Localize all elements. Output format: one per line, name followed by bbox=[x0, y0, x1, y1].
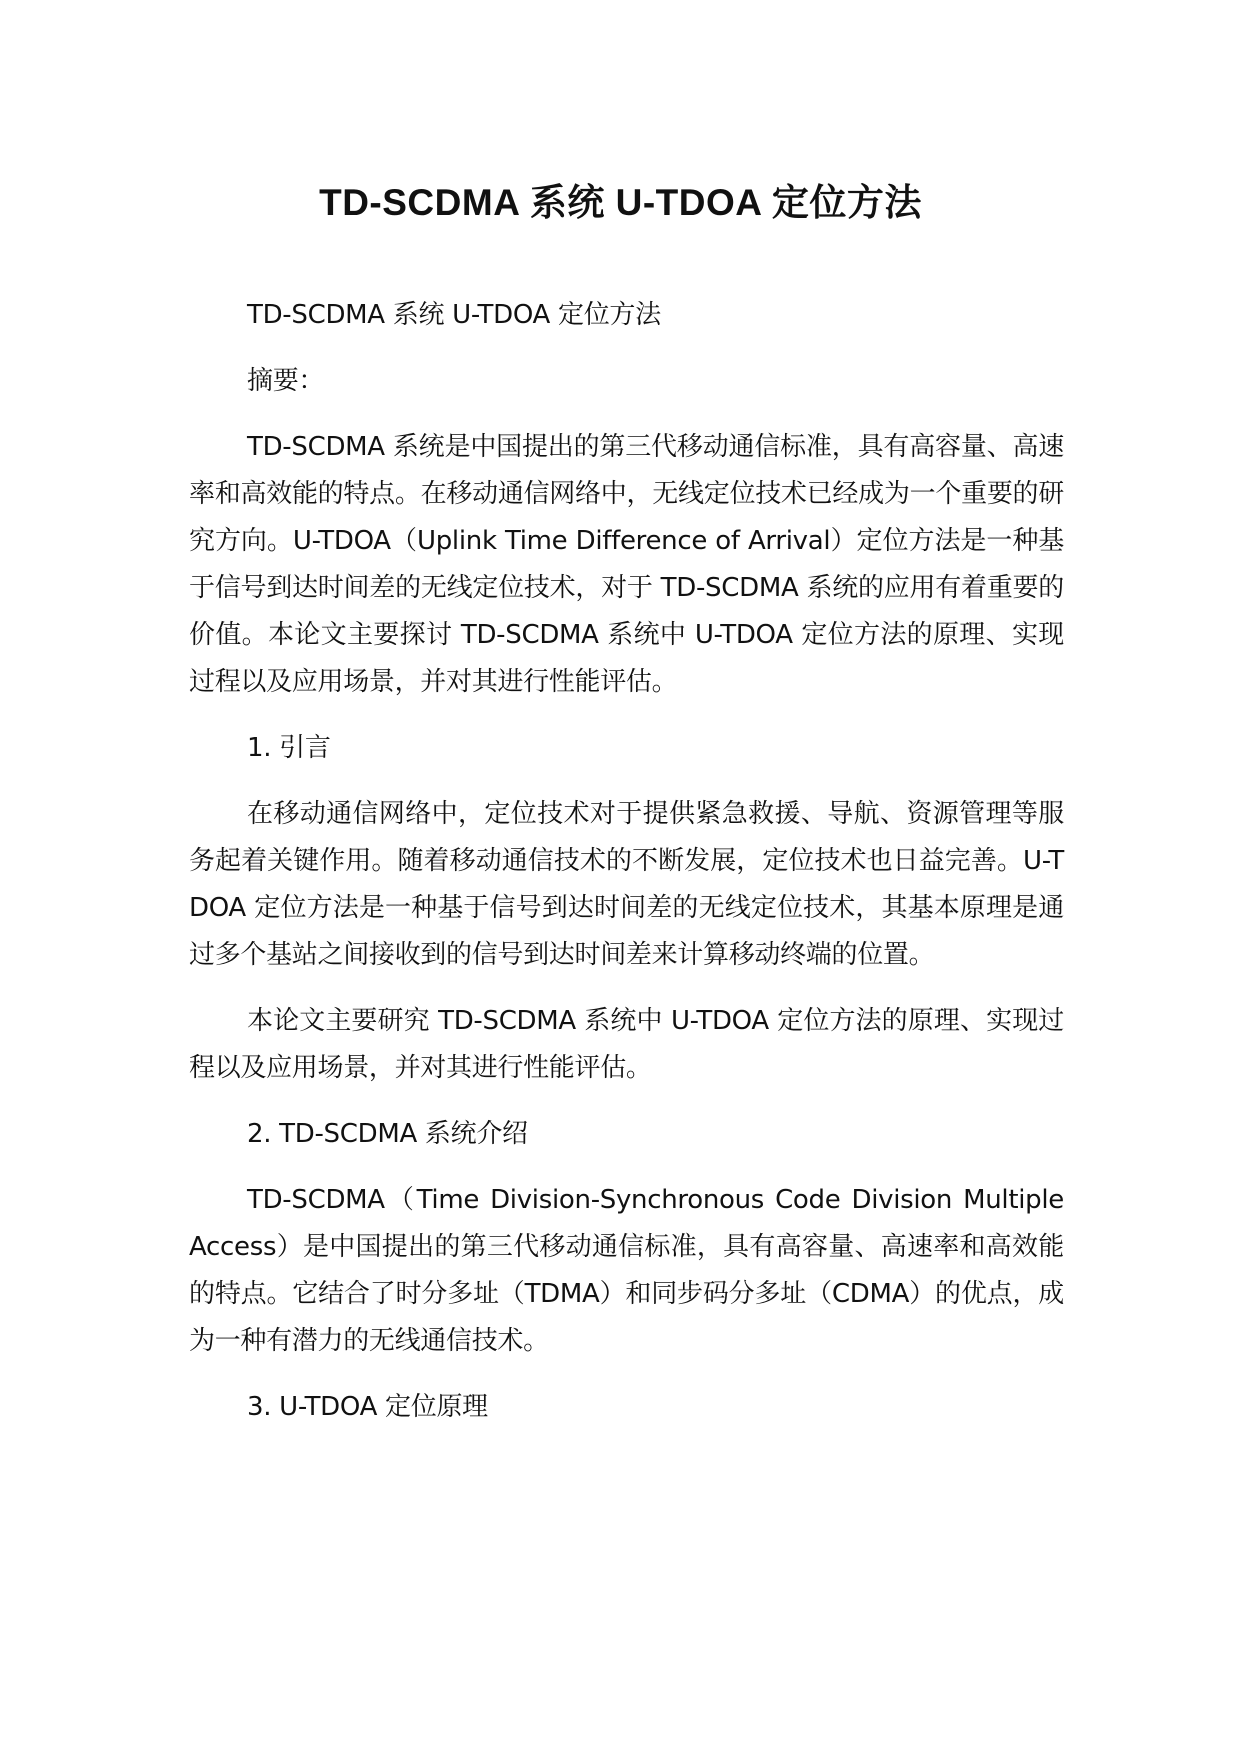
section-heading-principle: 3. U-TDOA 定位原理 bbox=[247, 1392, 488, 1422]
document-title: TD-SCDMA 系统 U-TDOA 定位方法 bbox=[319, 182, 922, 223]
abstract-paragraph: TD-SCDMA 系统是中国提出的第三代移动通信标准，具有高容量、高速率和高效能的特点。在移动通信网络中，无线定位技术已经成为一个重要的研究方向。U-TDOA（Uplink Time Difference of Arrival）定位方法是一种基于信号到达时间差的无线定位技术，对于 TD-SCDMA 系统的应用有着重要的价值。本论文主要探讨 TD-SCDMA 系统中 U-TDOA 定位方法的原理、实现过程以及应用场景，并对其进行性能评估。 bbox=[189, 432, 1064, 697]
introduction-paragraph-2: 本论文主要研究 TD-SCDMA 系统中 U-TDOA 定位方法的原理、实现过程以及应用场景，并对其进行性能评估。 bbox=[189, 1006, 1064, 1083]
subtitle-paragraph: TD-SCDMA 系统 U-TDOA 定位方法 bbox=[247, 300, 661, 330]
section-heading-introduction: 1. 引言 bbox=[247, 733, 331, 763]
abstract-heading: 摘要： bbox=[247, 366, 325, 396]
system-intro-paragraph: TD-SCDMA（Time Division-Synchronous Code Division Multiple Access）是中国提出的第三代移动通信标准，具有高容量、高速率和高效能的特点。它结合了时分多址（TDMA）和同步码分多址（CDMA）的优点，成为一种有潜力的无线通信技术。 bbox=[189, 1185, 1064, 1356]
section-heading-system-intro: 2. TD-SCDMA 系统介绍 bbox=[247, 1119, 528, 1149]
introduction-paragraph-1: 在移动通信网络中，定位技术对于提供紧急救援、导航、资源管理等服务起着关键作用。随着移动通信技术的不断发展，定位技术也日益完善。U-TDOA 定位方法是一种基于信号到达时间差的无线定位技术，其基本原理是通过多个基站之间接收到的信号到达时间差来计算移动终端的位置。 bbox=[189, 799, 1064, 970]
document-body bbox=[189, 292, 1064, 1450]
